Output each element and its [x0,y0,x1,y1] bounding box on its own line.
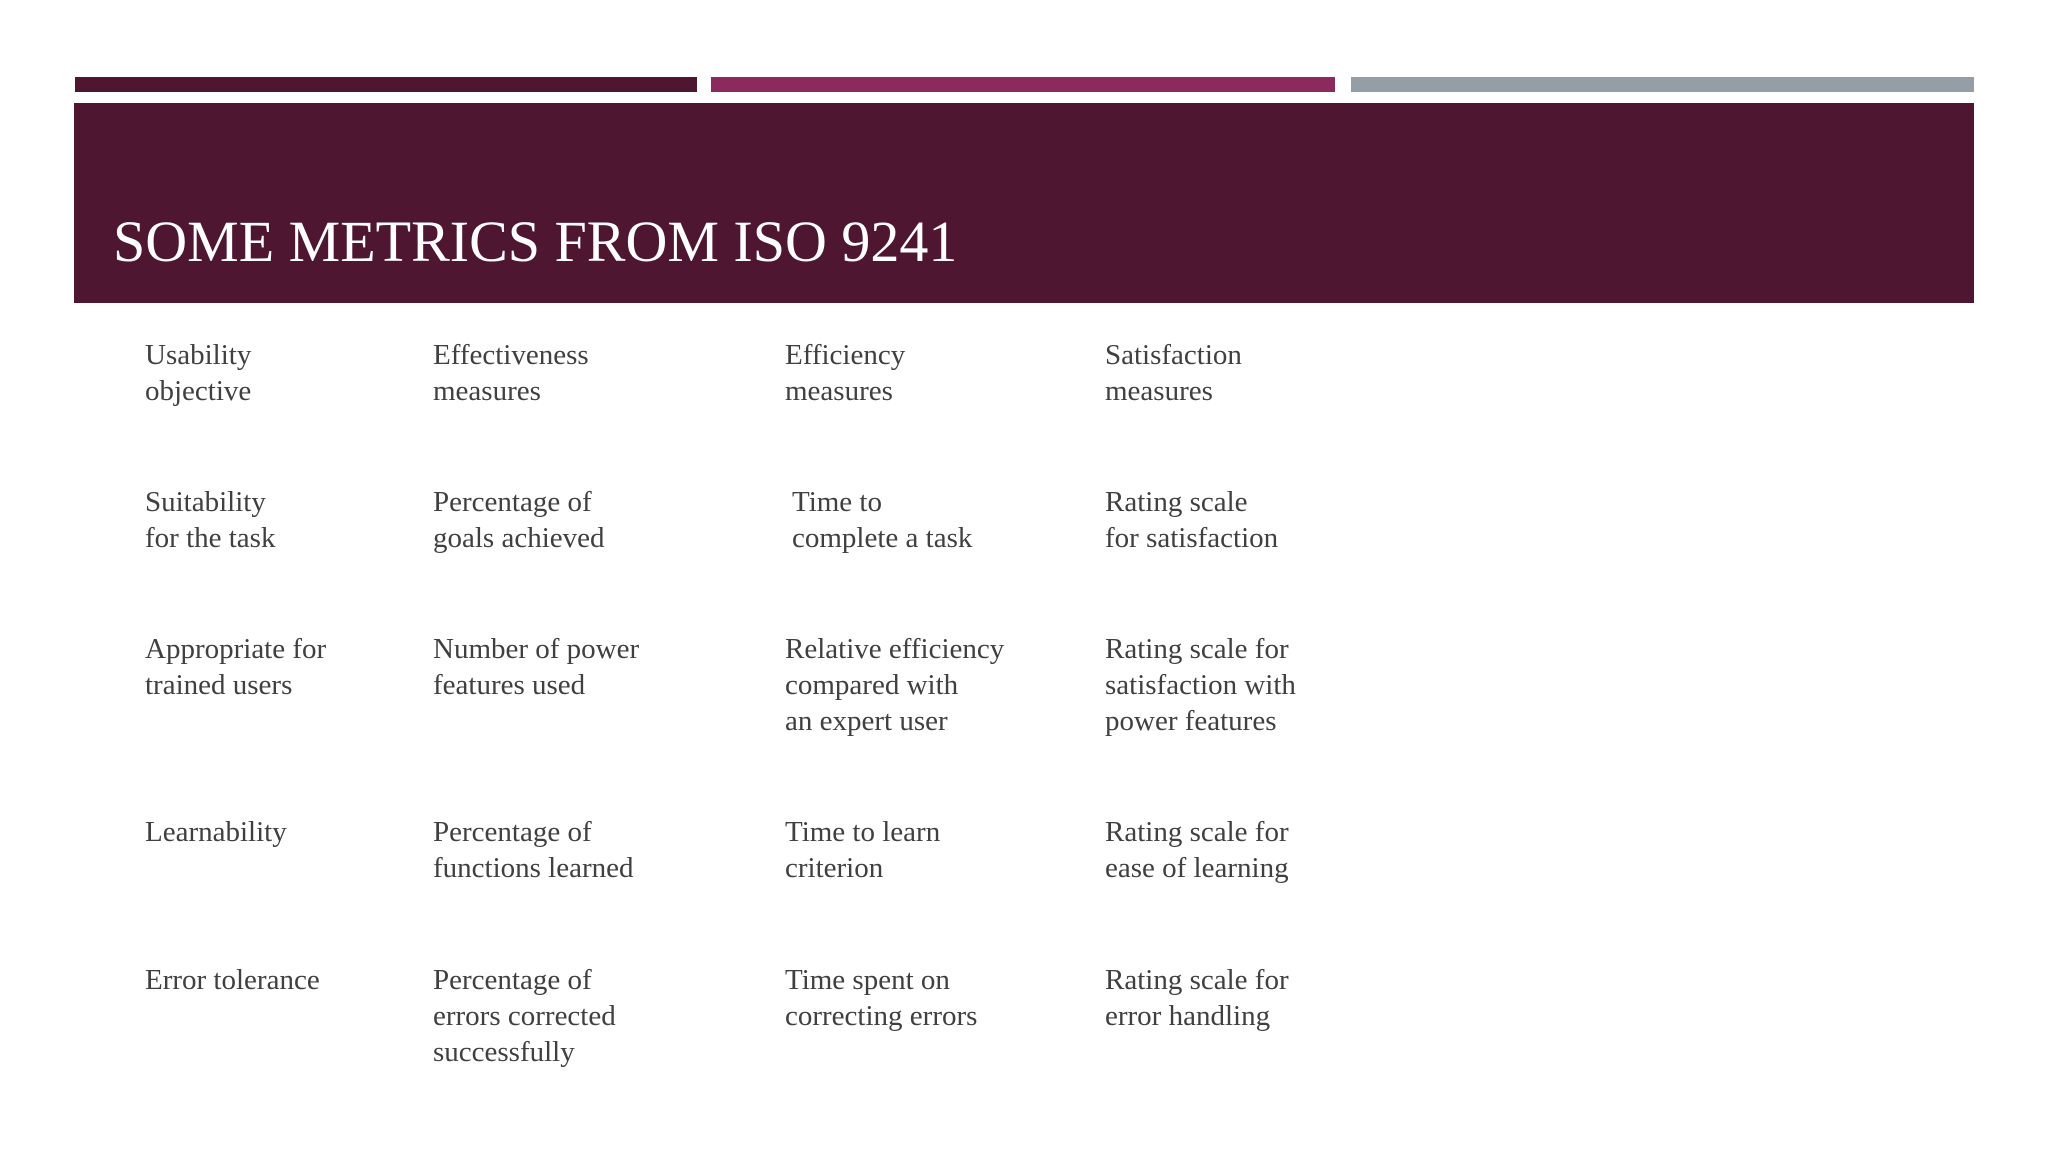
accent-bar-gray [1351,77,1974,92]
table-cell-r4-efficiency: Time spent on correcting errors [785,964,978,1032]
slide-title: SOME METRICS FROM ISO 9241 [113,209,958,274]
table-cell-r3-efficiency: Time to learn criterion [785,816,941,884]
accent-bar-dark [75,77,697,92]
table-cell-r3-satisfaction: Rating scale for ease of learning [1105,816,1289,884]
table-cell-r2-objective: Appropriate for trained users [145,633,327,701]
table-cell-r4-satisfaction: Rating scale for error handling [1105,964,1289,1032]
table-cell-r4-effectiveness: Percentage of errors corrected successfully [433,964,616,1068]
table-cell-r1-efficiency: Time to complete a task [792,486,973,554]
table-cell-r3-effectiveness: Percentage of functions learned [433,816,634,884]
table-cell-r3-objective: Learnability [145,816,287,848]
table-cell-r1-effectiveness: Percentage of goals achieved [433,486,605,554]
table-cell-r2-satisfaction: Rating scale for satisfaction with power features [1105,633,1296,737]
accent-bar-magenta [711,77,1335,92]
header-satisfaction-measures: Satisfaction measures [1105,339,1242,407]
table-cell-r1-satisfaction: Rating scale for satisfaction [1105,486,1279,554]
title-band [74,103,1974,303]
header-effectiveness-measures: Effectiveness measures [433,339,589,407]
table-cell-r2-effectiveness: Number of power features used [433,633,640,701]
header-usability-objective: Usability objective [145,339,252,407]
table-cell-r4-objective: Error tolerance [145,964,320,996]
table-cell-r2-efficiency: Relative efficiency compared with an expert user [785,633,1005,737]
table-cell-r1-objective: Suitability for the task [145,486,276,554]
header-efficiency-measures: Efficiency measures [785,339,906,407]
